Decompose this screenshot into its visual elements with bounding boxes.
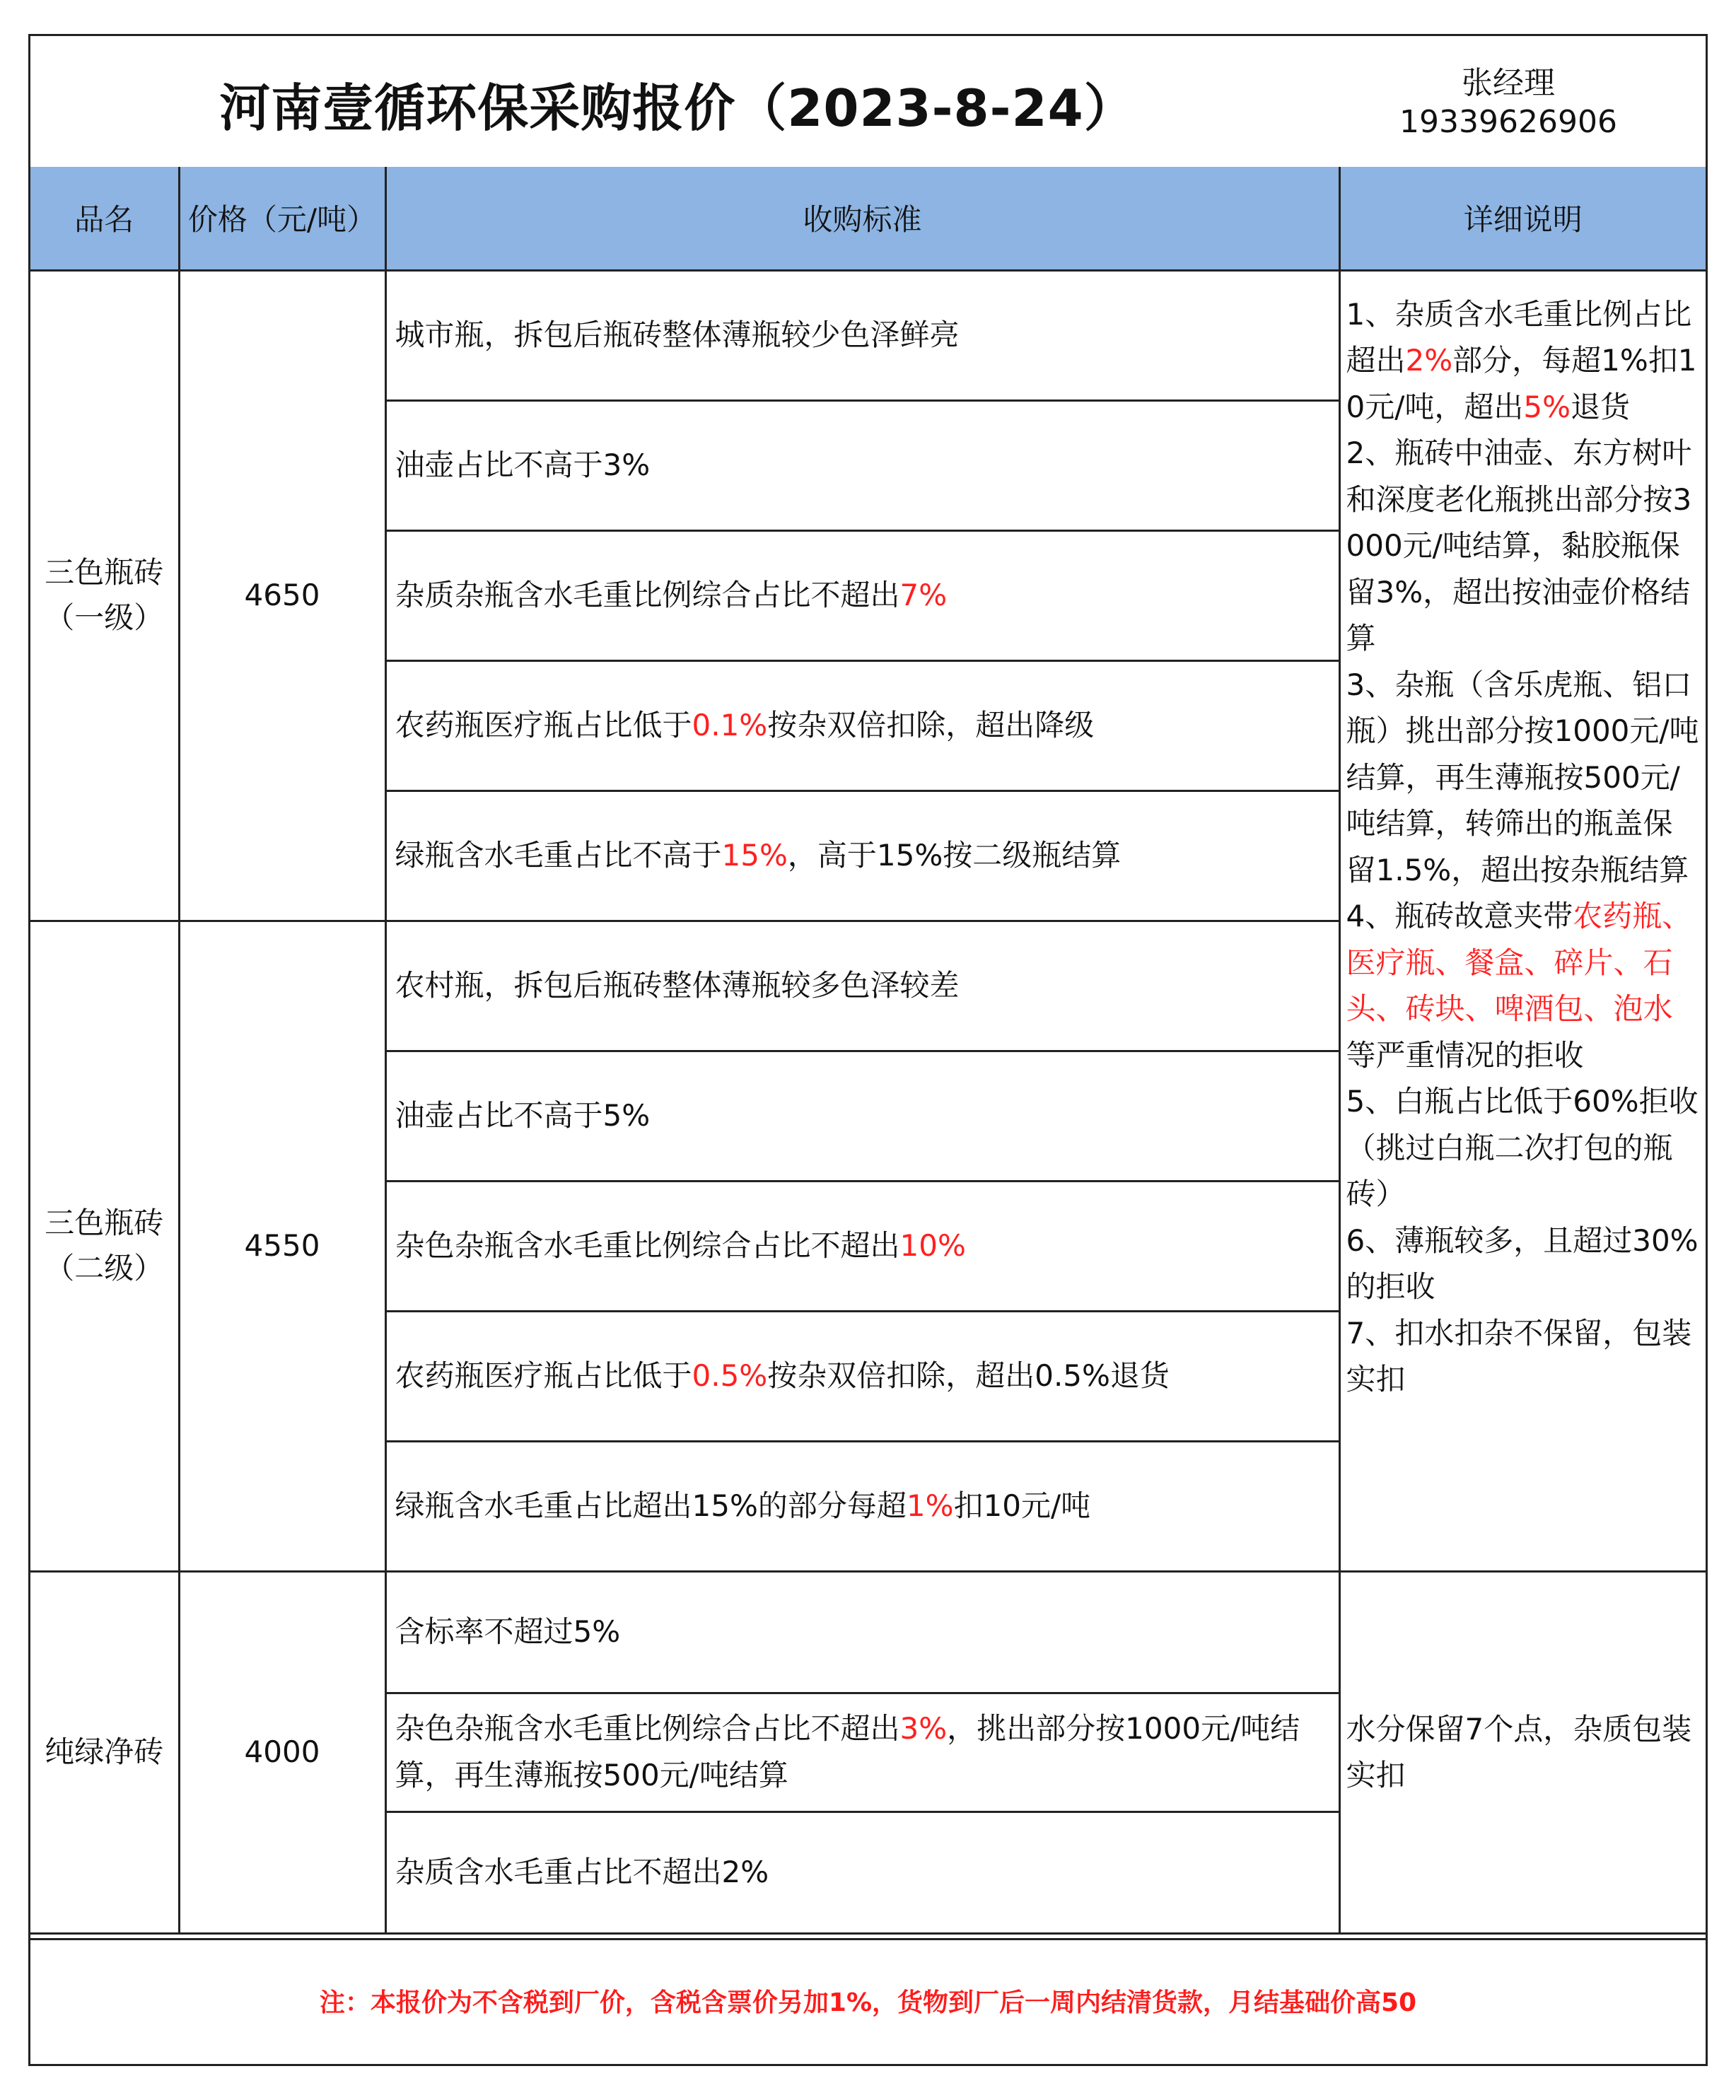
criteria-cell: 农村瓶，拆包后瓶砖整体薄瓶较多色泽较差 — [385, 921, 1339, 1051]
criteria-cell: 农药瓶医疗瓶占比低于0.5%按杂双倍扣除，超出0.5%退货 — [385, 1311, 1339, 1441]
column-header-details: 详细说明 — [1339, 167, 1706, 270]
criteria-cell: 杂色杂瓶含水毛重比例综合占比不超出10% — [385, 1181, 1339, 1311]
detail-cell: 1、杂质含水毛重比例占比超出2%部分，每超1%扣10元/吨，超出5%退货 2、瓶砖中油壶、东方树叶和深度老化瓶挑出部分按3000元/吨结算，黏胶瓶保留3%，超出按油壶价格结算 3、杂瓶（含乐虎瓶、铝口瓶）挑出部分按1000元/吨结算，再生薄瓶按500元/吨结算，转筛出的瓶盖保留1.5%，超出按杂瓶结算 4、瓶砖故意夹带农药瓶、医疗瓶、餐盒、碎片、石头、砖块、啤酒包、泡水等严重情况的拒收 5、白瓶占比低于60%拒收（挑过白瓶二次打包的瓶砖） 6、薄瓶较多，且超过30%的拒收 7、扣水扣杂不保留，包装实扣 — [1339, 270, 1706, 1571]
contact-phone: 19339626906 — [1399, 104, 1617, 140]
product-name-cell: 三色瓶砖 （一级） — [30, 270, 179, 921]
criteria-cell: 含标率不超过5% — [385, 1571, 1339, 1693]
product-name-cell: 纯绿净砖 — [30, 1571, 179, 1933]
criteria-cell: 杂色杂瓶含水毛重比例综合占比不超出3%，挑出部分按1000元/吨结算，再生薄瓶按500元/吨结算 — [385, 1693, 1339, 1812]
criteria-cell: 杂质杂瓶含水毛重比例综合占比不超出7% — [385, 530, 1339, 660]
criteria-cell: 农药瓶医疗瓶占比低于0.1%按杂双倍扣除，超出降级 — [385, 660, 1339, 791]
price-cell: 4550 — [179, 921, 385, 1571]
table-header-row — [30, 167, 1706, 270]
title-bar — [30, 36, 1706, 169]
criteria-cell: 绿瓶含水毛重占比超出15%的部分每超1%扣10元/吨 — [385, 1441, 1339, 1571]
criteria-cell: 城市瓶，拆包后瓶砖整体薄瓶较少色泽鲜亮 — [385, 270, 1339, 400]
table-row — [30, 270, 1706, 400]
detail-cell: 水分保留7个点，杂质包装实扣 — [1339, 1571, 1706, 1933]
table-row — [30, 1571, 1706, 1693]
footer — [30, 1938, 1706, 2064]
page-title: 河南壹循环保采购报价（2023-8-24） — [219, 78, 1136, 138]
column-header-price: 价格（元/吨） — [179, 167, 385, 270]
column-header-criteria: 收购标准 — [385, 167, 1339, 270]
price-cell: 4650 — [179, 270, 385, 921]
contact-name: 张经理 — [1462, 65, 1555, 101]
criteria-cell: 绿瓶含水毛重占比不高于15%，高于15%按二级瓶结算 — [385, 791, 1339, 921]
price-sheet — [28, 34, 1708, 2066]
product-name-cell: 三色瓶砖 （二级） — [30, 921, 179, 1571]
column-header-name: 品名 — [30, 167, 179, 270]
criteria-cell: 油壶占比不高于5% — [385, 1051, 1339, 1181]
price-table — [30, 167, 1706, 1935]
criteria-cell: 杂质含水毛重占比不超出2% — [385, 1812, 1339, 1933]
criteria-cell: 油壶占比不高于3% — [385, 400, 1339, 530]
footer-note: 注：本报价为不含税到厂价，含税含票价另加1%，货物到厂后一周内结清货款，月结基础价高50 — [319, 1988, 1417, 2017]
price-cell: 4000 — [179, 1571, 385, 1933]
